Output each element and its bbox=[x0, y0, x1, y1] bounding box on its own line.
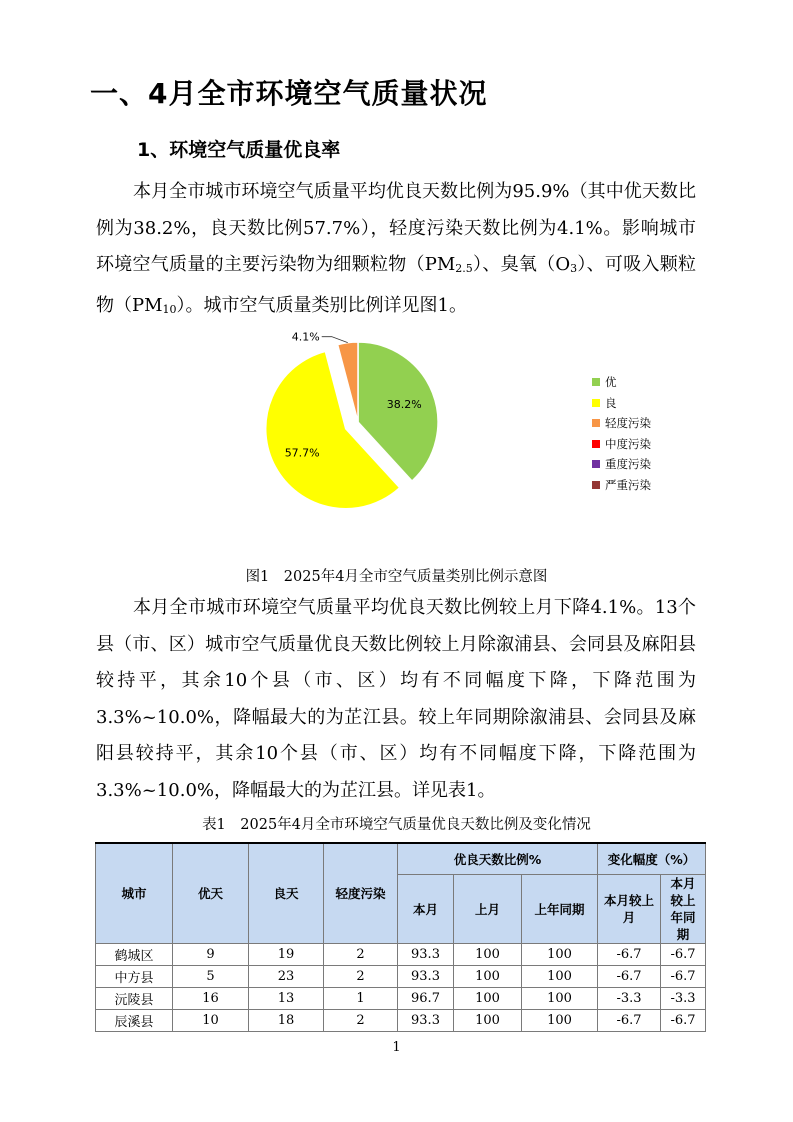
cell-good: 18 bbox=[249, 1010, 324, 1032]
cell-excellent: 5 bbox=[173, 966, 249, 988]
legend-label: 优 bbox=[605, 375, 617, 390]
cell-excellent: 9 bbox=[173, 944, 249, 966]
header-last-month: 上月 bbox=[454, 875, 522, 944]
cell-vs-year: -6.7 bbox=[661, 966, 706, 988]
subscript: 10 bbox=[162, 302, 177, 316]
cell-good: 19 bbox=[249, 944, 324, 966]
cell-last-year: 100 bbox=[522, 966, 598, 988]
header-city: 城市 bbox=[96, 843, 173, 944]
cell-good: 23 bbox=[249, 966, 324, 988]
cell-this-month: 93.3 bbox=[398, 944, 454, 966]
section-heading: 1、环境空气质量优良率 bbox=[137, 139, 341, 161]
page-number: 1 bbox=[392, 1040, 401, 1055]
cell-last-month: 100 bbox=[454, 988, 522, 1010]
legend-swatch bbox=[592, 481, 600, 489]
cell-last-year: 100 bbox=[522, 944, 598, 966]
para-text: ）、臭氧（O bbox=[472, 254, 571, 275]
cell-city: 沅陵县 bbox=[96, 988, 173, 1010]
leader-line bbox=[322, 337, 348, 343]
legend-swatch bbox=[592, 399, 600, 407]
legend-entry bbox=[592, 454, 651, 475]
pie-slices bbox=[266, 342, 438, 509]
para-text: ）、可吸入颗粒物（PM bbox=[96, 254, 696, 316]
cell-vs-month: -6.7 bbox=[598, 944, 661, 966]
cell-this-month: 96.7 bbox=[398, 988, 454, 1010]
cell-vs-year: -6.7 bbox=[661, 1010, 706, 1032]
header-last-year: 上年同期 bbox=[522, 875, 598, 944]
legend-entry bbox=[592, 434, 651, 455]
cell-light: 2 bbox=[324, 966, 398, 988]
figure-caption: 图1 2025年4月全市空气质量类别比例示意图 bbox=[245, 569, 548, 585]
cell-light: 2 bbox=[324, 1010, 398, 1032]
legend-label: 良 bbox=[605, 395, 617, 410]
cell-vs-month: -3.3 bbox=[598, 988, 661, 1010]
cell-last-year: 100 bbox=[522, 1010, 598, 1032]
legend-entry bbox=[592, 413, 651, 434]
legend-entry bbox=[592, 393, 651, 414]
legend-entry bbox=[592, 475, 651, 496]
header-change-group: 变化幅度（%） bbox=[598, 843, 706, 875]
table-row bbox=[96, 944, 706, 966]
legend-swatch bbox=[592, 460, 600, 468]
cell-vs-year: -6.7 bbox=[661, 944, 706, 966]
pie-slice-label: 57.7% bbox=[284, 446, 320, 460]
cell-vs-year: -3.3 bbox=[661, 988, 706, 1010]
page-heading: 一、4月全市环境空气质量状况 bbox=[90, 77, 488, 110]
cell-vs-month: -6.7 bbox=[598, 966, 661, 988]
header-ratio-group: 优良天数比例% bbox=[398, 843, 598, 875]
legend-swatch bbox=[592, 419, 600, 427]
cell-vs-month: -6.7 bbox=[598, 1010, 661, 1032]
cell-last-month: 100 bbox=[454, 1010, 522, 1032]
cell-light: 2 bbox=[324, 944, 398, 966]
header-vs-last-year: 本月较上年同期 bbox=[661, 875, 706, 944]
cell-this-month: 93.3 bbox=[398, 966, 454, 988]
table-row bbox=[96, 966, 706, 988]
cell-light: 1 bbox=[324, 988, 398, 1010]
cell-excellent: 10 bbox=[173, 1010, 249, 1032]
para-text: ）。城市空气质量类别比例详见图1。 bbox=[176, 294, 467, 316]
air-quality-table bbox=[95, 842, 706, 1032]
cell-this-month: 93.3 bbox=[398, 1010, 454, 1032]
legend-entry bbox=[592, 372, 651, 393]
legend-swatch bbox=[592, 378, 600, 386]
cell-last-month: 100 bbox=[454, 966, 522, 988]
para-text: 本月全市城市环境空气质量平均优良天数比例为95.9%（其中优天数比例为38.2%，良天数比例57.7%），轻度污染天数比例为4.1%。影响城市环境空气质量的主要污染物为细颗粒物（PM bbox=[96, 181, 696, 275]
legend-label: 中度污染 bbox=[605, 436, 651, 451]
paragraph-intro bbox=[96, 174, 696, 328]
legend-label: 重度污染 bbox=[605, 457, 651, 472]
pie-chart bbox=[0, 325, 793, 555]
header-this-month: 本月 bbox=[398, 875, 454, 944]
pie-slice-label: 4.1% bbox=[291, 330, 320, 344]
subscript: 3 bbox=[570, 262, 578, 275]
cell-good: 13 bbox=[249, 988, 324, 1010]
cell-city: 中方县 bbox=[96, 966, 173, 988]
table-row bbox=[96, 988, 706, 1010]
header-vs-last-month: 本月较上月 bbox=[598, 875, 661, 944]
table-row bbox=[96, 1010, 706, 1032]
cell-last-month: 100 bbox=[454, 944, 522, 966]
header-light: 轻度污染 bbox=[324, 843, 398, 944]
paragraph-analysis: 本月全市城市环境空气质量平均优良天数比例较上月下降4.1%。13个县（市、区）城市空气质量优良天数比例较上月除溆浦县、会同县及麻阳县较持平，其余10个县（市、区）均有不同幅度下降，下降范围为3.3%~10.0%，降幅最大的为芷江县。较上年同期除溆浦县、会同县及麻阳县较持平，其余10个县（市、区）均有不同幅度下降，下降范围为3.3%~10.0%，降幅最大的为芷江县。详见表1。 bbox=[96, 597, 696, 801]
legend-swatch bbox=[592, 440, 600, 448]
header-excellent: 优天 bbox=[173, 843, 249, 944]
cell-excellent: 16 bbox=[173, 988, 249, 1010]
cell-city: 辰溪县 bbox=[96, 1010, 173, 1032]
cell-last-year: 100 bbox=[522, 988, 598, 1010]
subscript: 2.5 bbox=[455, 262, 473, 275]
chart-legend bbox=[592, 372, 651, 495]
table-caption: 表1 2025年4月全市环境空气质量优良天数比例及变化情况 bbox=[202, 817, 591, 833]
header-good: 良天 bbox=[249, 843, 324, 944]
pie-slice-label: 38.2% bbox=[386, 398, 422, 412]
legend-label: 严重污染 bbox=[605, 477, 651, 492]
legend-label: 轻度污染 bbox=[605, 416, 651, 431]
cell-city: 鹤城区 bbox=[96, 944, 173, 966]
